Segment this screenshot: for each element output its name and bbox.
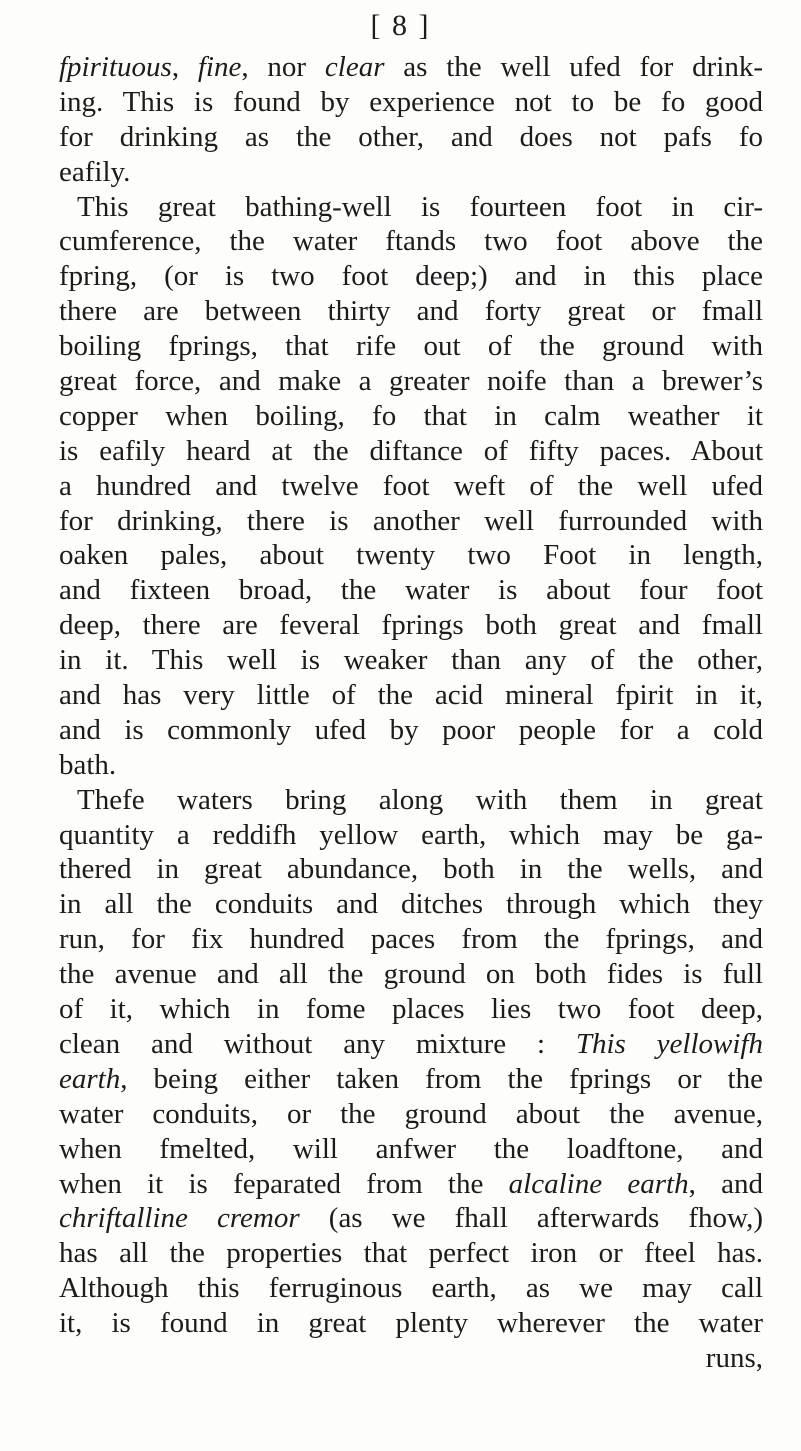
text-run: there are between thirty and forty great or fmall [59, 295, 763, 328]
text-line [59, 922, 763, 957]
italic-text: fpirituous [59, 51, 172, 83]
text-line [59, 469, 763, 504]
text-line [59, 573, 763, 608]
text-run: boiling fprings, that rife out of the ground with [59, 330, 763, 363]
text-run: thered in great abundance, both in the wells, and [59, 853, 763, 886]
text-line [59, 608, 763, 643]
italic-text: chriftalline cremor [59, 1202, 300, 1235]
text-run: and fixteen broad, the water is about four foot [59, 574, 763, 607]
body-text [59, 50, 763, 1376]
text-line [59, 887, 763, 922]
text-run: water conduits, or the ground about the avenue, [59, 1097, 763, 1130]
text-run: fpring, (or is two foot deep;) and in this place [59, 260, 763, 293]
text-line [59, 643, 763, 678]
text-line [59, 434, 763, 469]
text-run: is eafily heard at the diftance of fifty paces. About [59, 434, 763, 467]
text-run: in it. This well is weaker than any of the other, [59, 644, 763, 677]
text-line [59, 1132, 763, 1167]
text-line [59, 957, 763, 992]
italic-text: clear [324, 51, 385, 83]
text-line [59, 50, 763, 85]
italic-text: earth [59, 1062, 121, 1095]
text-run: a hundred and twelve foot weft of the well ufed [59, 469, 763, 502]
text-run: and has very little of the acid mineral fpirit in it, [59, 679, 763, 712]
text-run: cumference, the water ftands two foot above the [59, 225, 763, 258]
text-run: and is commonly ufed by poor people for a cold [59, 713, 763, 746]
text-run: great force, and make a greater noife than a brewer’s [59, 365, 763, 398]
text-run: bath. [59, 748, 117, 781]
text-run: as the well ufed for drink- [384, 51, 764, 83]
text-run: clean and without any mixture : [59, 1027, 576, 1060]
text-line [59, 1062, 763, 1097]
text-line [59, 399, 763, 434]
text-line [59, 190, 763, 225]
text-run: quantity a reddifh yellow earth, which may be ga- [59, 818, 763, 851]
text-run: ing. This is found by experience not to be fo good [59, 85, 763, 118]
italic-text: This yellowifh [575, 1027, 763, 1060]
text-line [59, 85, 763, 120]
text-run: eafily. [59, 155, 131, 188]
text-run: , [171, 51, 198, 83]
text-run: when it is feparated from the [59, 1167, 509, 1200]
text-line [59, 1306, 763, 1341]
text-run: , being either taken from the fprings or the [120, 1062, 763, 1095]
text-run: for drinking as the other, and does not pafs fo [59, 120, 763, 153]
text-run: , nor [241, 51, 325, 83]
text-run: runs, [705, 1341, 763, 1374]
text-line [59, 155, 763, 190]
text-line [59, 748, 763, 783]
text-line [59, 852, 763, 887]
text-line [59, 294, 763, 329]
text-run: , and [688, 1167, 763, 1200]
text-run: has all the properties that perfect iron or fteel has. [59, 1237, 763, 1270]
text-line [59, 1341, 763, 1376]
text-line [59, 713, 763, 748]
text-line [59, 259, 763, 294]
text-line [59, 538, 763, 573]
text-line [59, 120, 763, 155]
text-line [59, 992, 763, 1027]
text-run: of it, which in fome places lies two foot deep, [59, 993, 763, 1026]
text-run: run, for fix hundred paces from the fprings, and [59, 923, 763, 956]
text-run: deep, there are feveral fprings both great and fmall [59, 609, 763, 642]
text-line [59, 224, 763, 259]
text-run: This great bathing-well is fourteen foot in cir- [77, 190, 763, 223]
text-run: for drinking, there is another well furrounded with [59, 504, 763, 537]
text-run: the avenue and all the ground on both fides is full [59, 958, 763, 991]
text-line [59, 329, 763, 364]
text-line [59, 1097, 763, 1132]
text-line [59, 783, 763, 818]
text-line [59, 1201, 763, 1236]
text-run: oaken pales, about twenty two Foot in length, [59, 539, 763, 572]
text-line [59, 364, 763, 399]
text-line [59, 678, 763, 713]
text-line [59, 1236, 763, 1271]
text-line [59, 1027, 763, 1062]
italic-text: fine [197, 51, 242, 83]
text-run: copper when boiling, fo that in calm weather it [59, 399, 763, 432]
text-run: in all the conduits and ditches through which they [59, 888, 763, 921]
text-line [59, 1167, 763, 1202]
text-line [59, 1271, 763, 1306]
text-run: Although this ferruginous earth, as we may call [59, 1272, 763, 1305]
text-line [59, 504, 763, 539]
text-run: Thefe waters bring along with them in great [77, 783, 763, 816]
text-run: it, is found in great plenty wherever the water [59, 1307, 763, 1340]
text-run: when fmelted, will anfwer the loadftone, and [59, 1132, 763, 1165]
page-number: [ 8 ] [370, 9, 431, 42]
text-run: (as we fhall afterwards fhow,) [299, 1202, 763, 1235]
text-line [59, 818, 763, 853]
italic-text: alcaline earth [508, 1167, 689, 1200]
